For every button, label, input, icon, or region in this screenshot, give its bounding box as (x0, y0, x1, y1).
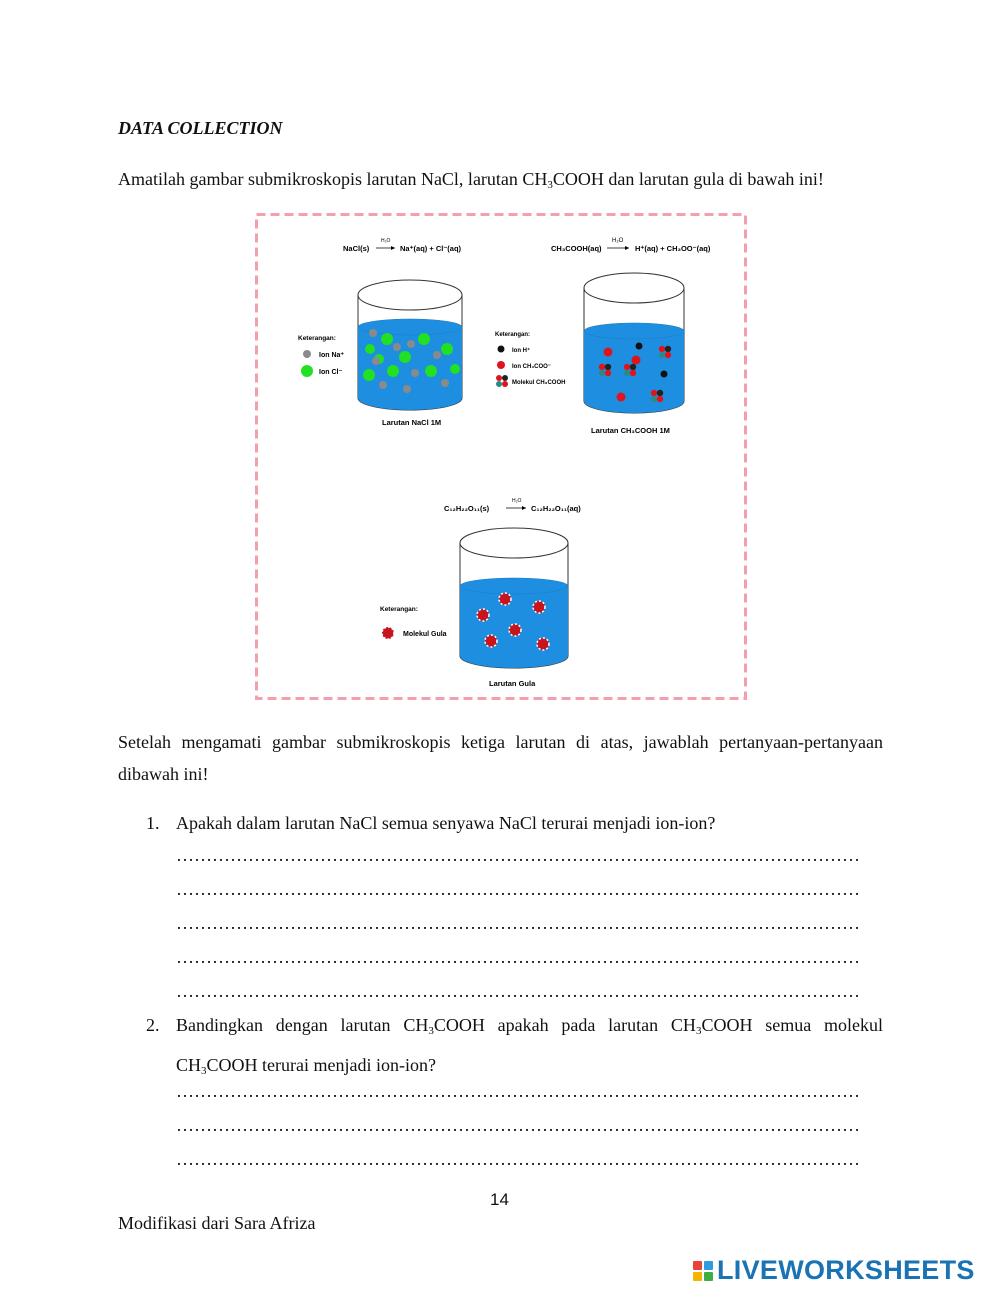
nacl-eq-right: Na⁺(aq) + Cl⁻(aq) (400, 244, 462, 253)
nacl-legend-na: Ion Na⁺ (319, 352, 345, 359)
sugar-caption: Larutan Gula (489, 679, 536, 688)
acetic-legend-h: Ion H⁺ (512, 348, 531, 354)
question-1-number: 1. (146, 813, 160, 833)
nacl-legend-cl: Ion Cl⁻ (319, 369, 343, 376)
question-2-number: 2. (146, 1015, 160, 1035)
sugar-eq-left: C₁₂H₂₂O₁₁(s) (444, 504, 490, 513)
liveworksheets-logo[interactable] (693, 1255, 975, 1286)
answer-line[interactable]: …………………………………………………………………………………………………… (176, 1115, 860, 1135)
answer-line[interactable]: …………………………………………………………………………………………………… (176, 1081, 860, 1101)
credit-text: Modifikasi dari Sara Afriza (118, 1213, 316, 1233)
answer-line[interactable]: …………………………………………………………………………………………………… (176, 1149, 860, 1169)
sugar-eq-over: H₂O (512, 498, 522, 504)
answer-line[interactable]: …………………………………………………………………………………………………… (176, 981, 860, 1001)
nacl-eq-left: NaCl(s) (343, 244, 370, 253)
logo-text: LIVEWORKSHEETS (717, 1255, 975, 1285)
sugar-eq-right: C₁₂H₂₂O₁₁(aq) (531, 504, 581, 513)
sugar-legend-title: Keterangan: (380, 606, 418, 613)
page-number: 14 (490, 1190, 509, 1209)
submicroscopic-figure (255, 213, 747, 700)
acetic-legend-acetate: Ion CH₃COO⁻ (512, 364, 551, 370)
nacl-legend-title: Keterangan: (298, 335, 336, 342)
question-2 (146, 1008, 883, 1078)
sugar-legend-molecule: Molekul Gula (403, 631, 447, 638)
question-1-text: Apakah dalam larutan NaCl semua senyawa NaCl terurai menjadi ion-ion? (176, 813, 716, 833)
section-heading: DATA COLLECTION (118, 118, 283, 138)
acetic-eq-over: H₂O (612, 238, 624, 244)
acetic-eq-left: CH₃COOH(aq) (551, 244, 602, 253)
answer-line[interactable]: …………………………………………………………………………………………………… (176, 913, 860, 933)
answer-line[interactable]: …………………………………………………………………………………………………… (176, 879, 860, 899)
acetic-legend-molecule: Molekul CH₃COOH (512, 380, 566, 386)
logo-blocks-icon (693, 1261, 713, 1281)
intro-text: Amatilah gambar submikroskopis larutan NaCl, larutan $CH_3COOH$ dan larutan gula di bawah ini! (118, 169, 824, 191)
acetic-caption: Larutan CH₃COOH 1M (591, 426, 670, 435)
nacl-caption: Larutan NaCl 1M (382, 418, 442, 427)
acetic-eq-right: H⁺(aq) + CH₃OO⁻(aq) (635, 244, 711, 253)
nacl-eq-over: H₂O (381, 238, 391, 244)
instruction-text: Setelah mengamati gambar submikroskopis ketiga larutan di atas, jawablah pertanyaan-pertanyaan dibawah ini! (118, 732, 883, 784)
question-2-text: Bandingkan dengan larutan $CH_3COOH$ apakah pada larutan $CH_3COOH$ semua molekul $CH_3COOH$ terurai menjadi ion-ion? (176, 1015, 884, 1077)
answer-line[interactable]: …………………………………………………………………………………………………… (176, 845, 860, 865)
answer-line[interactable]: …………………………………………………………………………………………………… (176, 947, 860, 967)
acetic-legend-title: Keterangan: (495, 332, 531, 338)
